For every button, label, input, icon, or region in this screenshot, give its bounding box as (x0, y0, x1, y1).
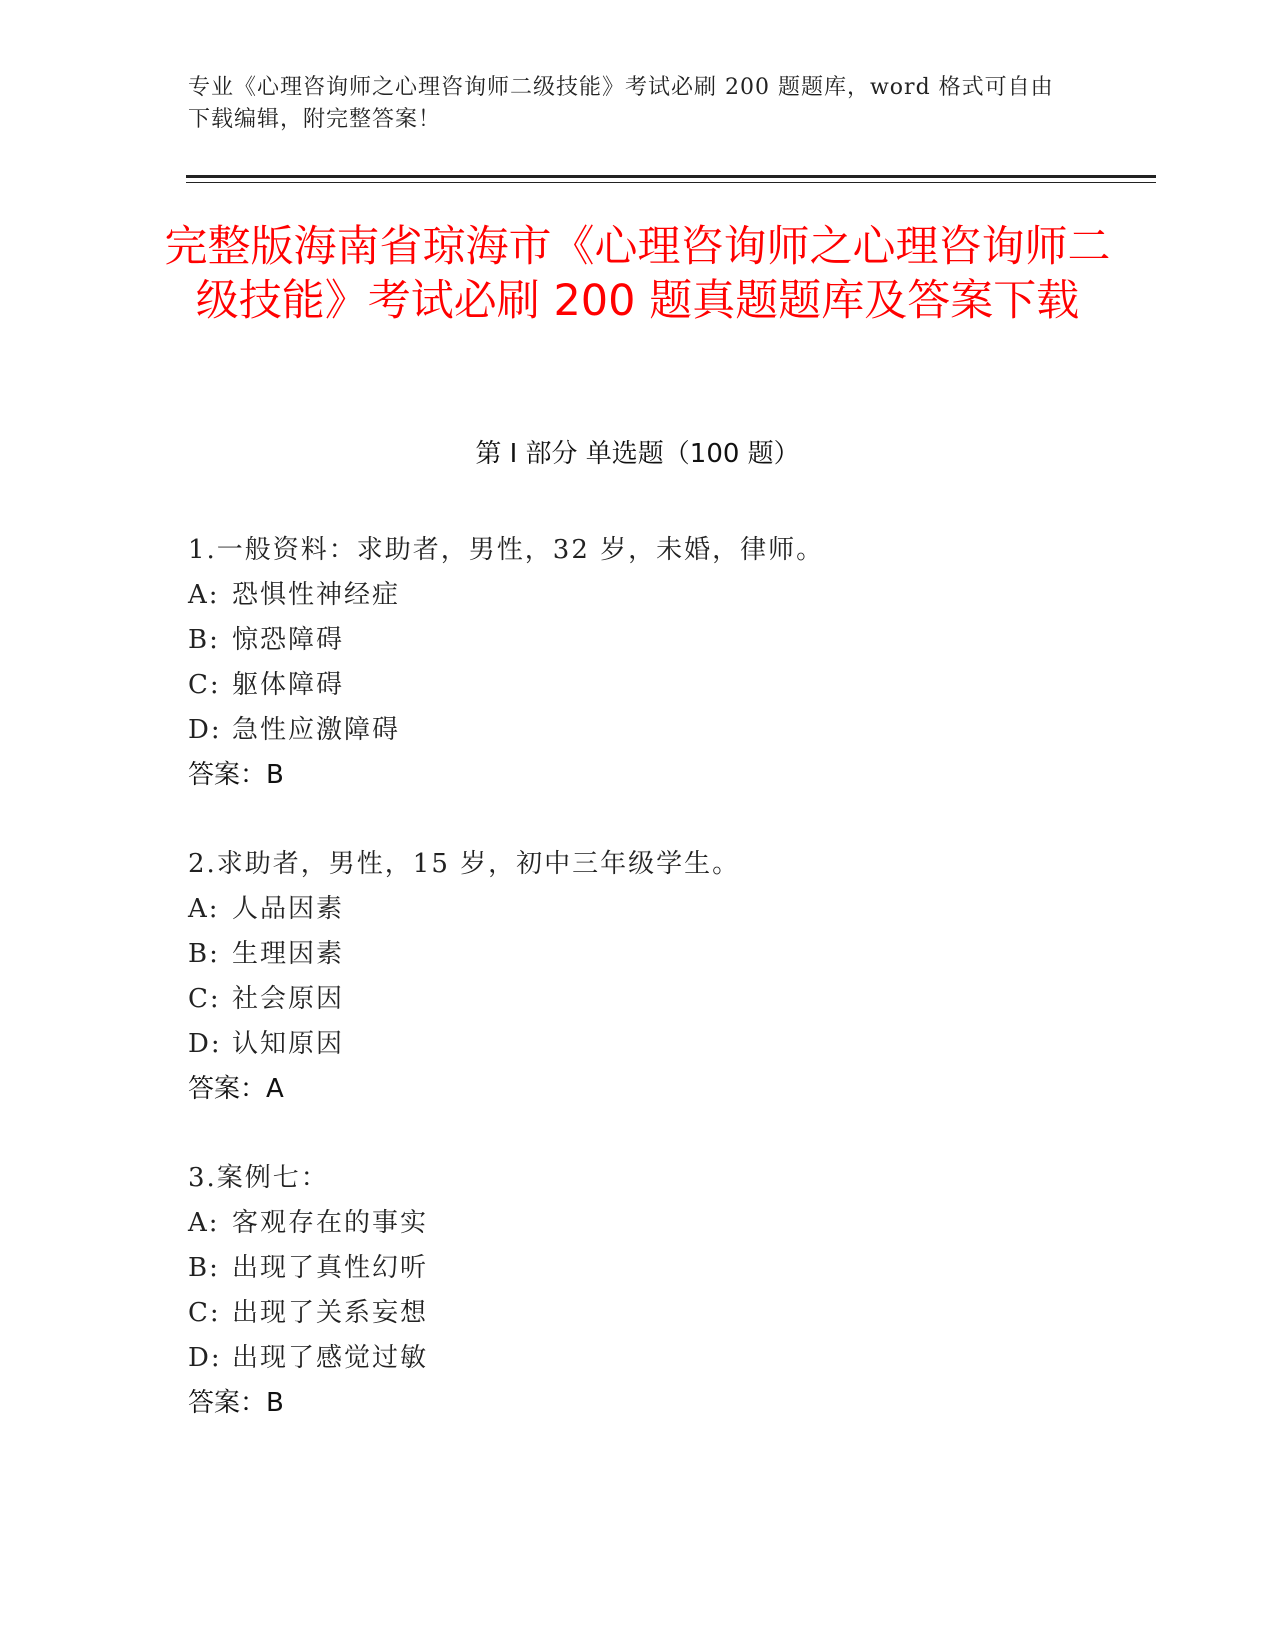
option-d (188, 1022, 1088, 1067)
answer-line: 答案：A (188, 1074, 284, 1104)
option-b (188, 1246, 1088, 1291)
option-text: 躯体障碍 (232, 670, 345, 700)
option-key: A: (188, 894, 220, 924)
option-text: 出现了关系妄想 (232, 1298, 429, 1328)
option-key: A: (188, 1208, 220, 1238)
option-b (188, 932, 1088, 977)
option-a (188, 1201, 1088, 1246)
option-c (188, 977, 1088, 1022)
option-text: 恐惧性神经症 (232, 580, 401, 610)
option-c (188, 1291, 1088, 1336)
option-text: 生理因素 (232, 939, 345, 969)
option-key: A: (188, 580, 220, 610)
option-key: D: (188, 1029, 222, 1059)
option-key: B: (188, 939, 220, 969)
option-d (188, 708, 1088, 753)
option-text: 认知原因 (232, 1029, 345, 1059)
question-stem: 1.一般资料：求助者，男性，32 岁，未婚，律师。 (188, 535, 825, 565)
option-text: 人品因素 (232, 894, 345, 924)
option-c (188, 663, 1088, 708)
header-divider-thick (186, 175, 1156, 178)
option-text: 客观存在的事实 (232, 1208, 429, 1238)
option-b (188, 618, 1088, 663)
option-a (188, 887, 1088, 932)
option-key: B: (188, 1253, 220, 1283)
option-d (188, 1336, 1088, 1381)
option-key: D: (188, 715, 222, 745)
option-key: C: (188, 1298, 221, 1328)
option-text: 惊恐障碍 (232, 625, 345, 655)
question-1 (188, 528, 1088, 798)
section-title: 第 I 部分 单选题（100 题） (475, 439, 800, 469)
document-title: 完整版海南省琼海市《心理咨询师之心理咨询师二级技能》考试必刷 200 题真题题库及答案下载 (164, 222, 1111, 326)
option-text: 出现了真性幻听 (232, 1253, 429, 1283)
header-divider-thin (186, 182, 1156, 183)
question-stem: 2.求助者，男性，15 岁，初中三年级学生。 (188, 849, 741, 879)
option-key: D: (188, 1343, 222, 1373)
option-text: 社会原因 (232, 984, 345, 1014)
option-key: B: (188, 625, 220, 655)
question-2 (188, 842, 1088, 1112)
option-a (188, 573, 1088, 618)
question-list (188, 528, 1088, 1470)
question-3 (188, 1156, 1088, 1426)
answer-line: 答案：B (188, 1388, 284, 1418)
option-text: 出现了感觉过敏 (232, 1343, 429, 1373)
option-key: C: (188, 670, 221, 700)
question-stem: 3.案例七： (188, 1163, 329, 1193)
header-note: 专业《心理咨询师之心理咨询师二级技能》考试必刷 200 题题库，word 格式可自由下载编辑，附完整答案！ (188, 75, 1054, 132)
option-text: 急性应激障碍 (232, 715, 401, 745)
answer-line: 答案：B (188, 760, 284, 790)
option-key: C: (188, 984, 221, 1014)
